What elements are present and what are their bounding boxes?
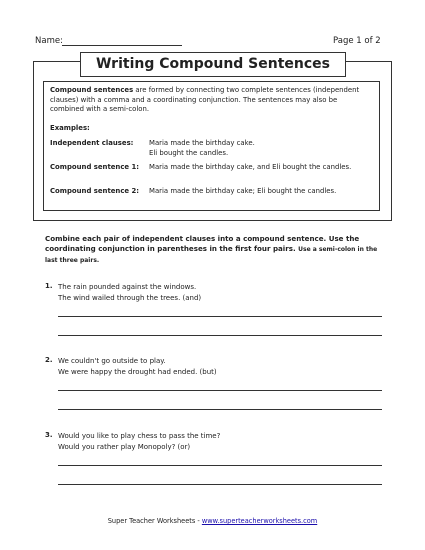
intro-text: are formed by connecting two complete sentences (independent clauses) with a comma and a coordinating conjunction. The sentences may also be combined with a semi-colon. <box>50 86 360 114</box>
question-2-line-2: We were happy the drought had ended. (but) <box>58 367 217 376</box>
footer-link[interactable]: www.superteacherworksheets.com <box>201 517 318 525</box>
instructions <box>45 234 390 266</box>
answer-line[interactable] <box>58 316 382 317</box>
independent-clause-1: Maria made the birthday cake. <box>149 139 255 147</box>
question-1-number: 1. <box>45 282 53 290</box>
question-3-number: 3. <box>45 431 53 439</box>
question-1-line-2: The wind wailed through the trees. (and) <box>58 293 202 302</box>
worksheet-title: Writing Compound Sentences <box>80 52 346 77</box>
name-blank-line <box>62 45 182 46</box>
answer-line[interactable] <box>58 335 382 336</box>
answer-line[interactable] <box>58 409 382 410</box>
page-number: Page 1 of 2 <box>333 36 381 46</box>
question-3-line-2: Would you rather play Monopoly? (or) <box>58 442 191 451</box>
examples-heading: Examples: <box>50 124 90 132</box>
instructions-main: Combine each pair of independent clauses into a compound sentence. Use the coordinating conjunction in parentheses in the first four pairs. <box>45 234 360 253</box>
question-1-text <box>58 282 201 303</box>
answer-line[interactable] <box>58 465 382 466</box>
footer-brand: Super Teacher Worksheets <box>107 517 196 525</box>
answer-line[interactable] <box>58 484 382 485</box>
compound-sentence-1-label: Compound sentence 1: <box>50 163 140 171</box>
answer-line[interactable] <box>58 390 382 391</box>
question-3-text <box>58 431 220 452</box>
question-2-text <box>58 356 217 377</box>
intro-term: Compound sentences <box>50 86 134 94</box>
footer <box>0 517 425 525</box>
question-1-line-1: The rain pounded against the windows. <box>58 283 197 291</box>
compound-sentence-1-text: Maria made the birthday cake, and Eli bought the candles. <box>149 163 352 171</box>
independent-clauses-value <box>149 139 375 158</box>
instructions-small: Use a semi-colon in the last three pairs. <box>45 246 378 264</box>
name-label: Name: <box>35 36 63 46</box>
footer-separator: - <box>195 517 202 525</box>
independent-clause-2: Eli bought the candles. <box>149 148 229 157</box>
question-2-number: 2. <box>45 356 53 364</box>
intro-paragraph <box>50 86 372 115</box>
independent-clauses-label: Independent clauses: <box>50 139 134 147</box>
compound-sentence-2-text: Maria made the birthday cake; Eli bought the candles. <box>149 187 337 195</box>
compound-sentence-2-label: Compound sentence 2: <box>50 187 140 195</box>
question-2-line-1: We couldn't go outside to play. <box>58 357 166 365</box>
question-3-line-1: Would you like to play chess to pass the time? <box>58 432 221 440</box>
